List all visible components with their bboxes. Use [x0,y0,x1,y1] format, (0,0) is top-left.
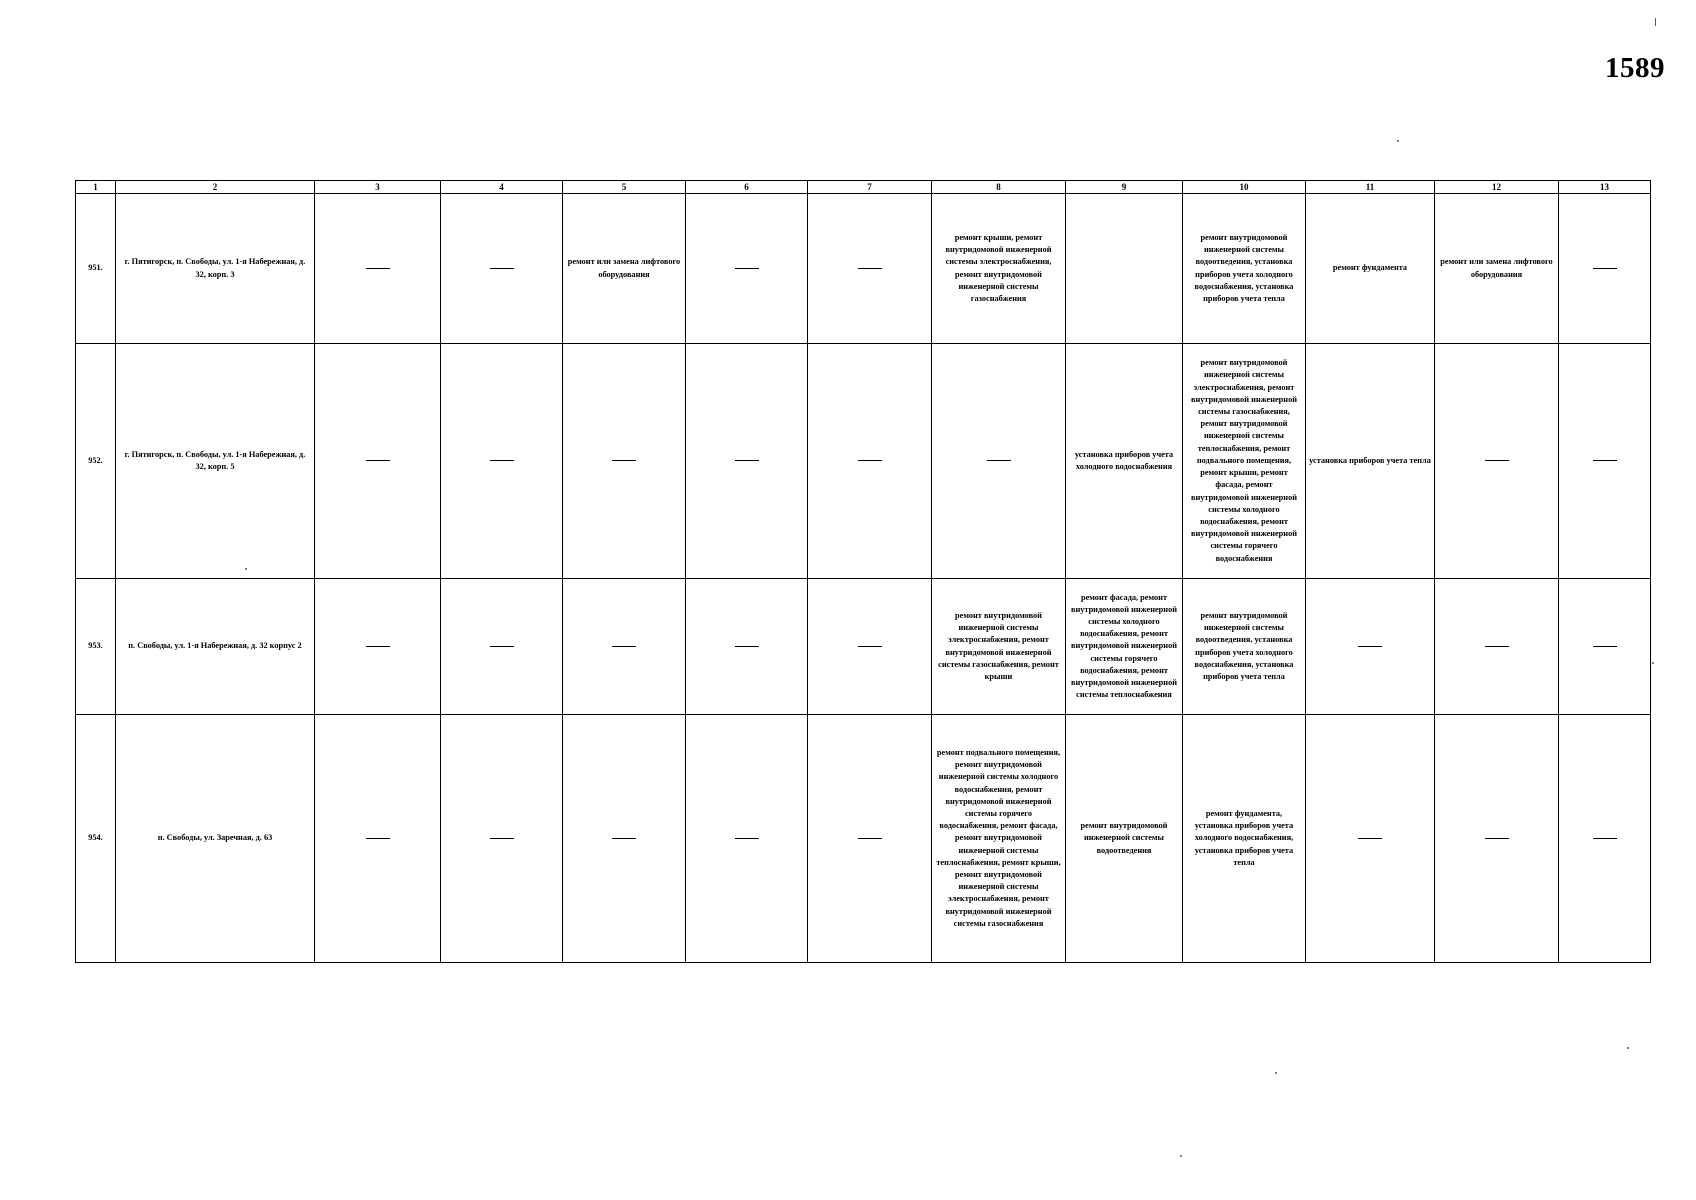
work-cell: ремонт фундамента, установка приборов учета холодного водоснабжения, установка приборов учета тепла [1183,715,1306,963]
dash-mark [858,646,882,647]
work-cell: ремонт внутридомовой инженерной системы водоотведения, установка приборов учета холодного водоснабжения, установка приборов учета тепла [1183,194,1306,344]
scan-speck [245,568,247,570]
empty-cell [808,579,932,715]
work-cell: ремонт или замена лифтового оборудования [1435,194,1559,344]
column-header: 10 [1183,181,1306,194]
work-cell: установка приборов учета холодного водоснабжения [1066,344,1183,579]
work-cell: ремонт подвального помещения, ремонт внутридомовой инженерной системы холодного водоснабжения, ремонт внутридомовой инженерной системы горячего водоснабжения, ремонт фасада, ремонт внутридомовой инженерной системы теплоснабжения, ремонт крыши, ремонт внутридомовой инженерной системы электроснабжения, ремонт внутридомовой инженерной системы газоснабжения [932,715,1066,963]
dash-mark [735,268,759,269]
empty-cell [441,194,563,344]
empty-cell [1559,715,1651,963]
work-cell: ремонт внутридомовой инженерной системы водоотведения, установка приборов учета холодного водоснабжения, установка приборов учета тепла [1183,579,1306,715]
work-cell: ремонт внутридомовой инженерной системы электроснабжения, ремонт внутридомовой инженерной системы газоснабжения, ремонт крыши [932,579,1066,715]
empty-cell [1435,344,1559,579]
empty-cell [932,344,1066,579]
dash-mark [1593,268,1617,269]
empty-cell [1435,715,1559,963]
empty-cell [808,194,932,344]
dash-mark [987,460,1011,461]
column-header: 1 [76,181,116,194]
table-row [76,715,1651,963]
dash-mark [490,268,514,269]
empty-cell [1435,579,1559,715]
empty-cell [441,579,563,715]
row-number: 954. [76,715,116,963]
empty-cell [441,344,563,579]
column-header: 3 [315,181,441,194]
column-header: 12 [1435,181,1559,194]
scan-speck [1180,1155,1182,1157]
empty-cell [563,579,686,715]
dash-mark [735,646,759,647]
dash-mark [612,838,636,839]
blank-cell [1066,194,1183,344]
dash-mark [858,268,882,269]
scan-speck [1652,662,1654,664]
address-cell: г. Пятигорск, п. Свободы, ул. 1-я Набережная, д. 32, корп. 3 [116,194,315,344]
row-number: 951. [76,194,116,344]
empty-cell [808,715,932,963]
dash-mark [1358,646,1382,647]
work-cell: ремонт внутридомовой инженерной системы электроснабжения, ремонт внутридомовой инженерной системы газоснабжения, ремонт внутридомовой инженерной системы теплоснабжения, ремонт подвального помещения, ремонт крыши, ремонт фасада, ремонт внутридомовой инженерной системы холодного водоснабжения, ремонт внутридомовой инженерной системы горячего водоснабжения [1183,344,1306,579]
column-header: 11 [1306,181,1435,194]
scan-speck [1627,1047,1629,1049]
work-cell: ремонт внутридомовой инженерной системы водоотведения [1066,715,1183,963]
dash-mark [1485,838,1509,839]
empty-cell [563,715,686,963]
empty-cell [563,344,686,579]
dash-mark [1593,460,1617,461]
work-cell: ремонт фундамента [1306,194,1435,344]
address-cell: г. Пятигорск, п. Свободы, ул. 1-я Набережная, д. 32, корп. 5 [116,344,315,579]
dash-mark [490,460,514,461]
column-number-row [76,181,1651,194]
empty-cell [1559,344,1651,579]
empty-cell [315,579,441,715]
dash-mark [858,460,882,461]
row-number: 952. [76,344,116,579]
dash-mark [1593,646,1617,647]
column-header: 6 [686,181,808,194]
empty-cell [315,194,441,344]
scan-speck [1655,18,1656,26]
empty-cell [441,715,563,963]
table-row [76,194,1651,344]
dash-mark [1485,646,1509,647]
dash-mark [366,460,390,461]
page-number: 1589 [1605,52,1665,84]
dash-mark [490,838,514,839]
work-cell: ремонт крыши, ремонт внутридомовой инженерной системы электроснабжения, ремонт внутридомовой инженерной системы газоснабжения [932,194,1066,344]
dash-mark [490,646,514,647]
address-cell: п. Свободы, ул. 1-я Набережная, д. 32 корпус 2 [116,579,315,715]
empty-cell [686,715,808,963]
row-number: 953. [76,579,116,715]
column-header: 9 [1066,181,1183,194]
empty-cell [1306,715,1435,963]
empty-cell [1559,194,1651,344]
dash-mark [1358,838,1382,839]
address-cell: п. Свободы, ул. Заречная, д. 63 [116,715,315,963]
empty-cell [315,715,441,963]
dash-mark [1593,838,1617,839]
empty-cell [315,344,441,579]
column-header: 5 [563,181,686,194]
column-header: 7 [808,181,932,194]
dash-mark [735,838,759,839]
table-row [76,344,1651,579]
column-header: 13 [1559,181,1651,194]
work-cell: установка приборов учета тепла [1306,344,1435,579]
empty-cell [1306,579,1435,715]
empty-cell [808,344,932,579]
column-header: 8 [932,181,1066,194]
dash-mark [858,838,882,839]
empty-cell [1559,579,1651,715]
dash-mark [612,460,636,461]
empty-cell [686,579,808,715]
scan-speck [1397,140,1399,142]
dash-mark [366,838,390,839]
empty-cell [686,344,808,579]
scan-speck [1275,1072,1277,1074]
dash-mark [366,646,390,647]
table-row [76,579,1651,715]
work-cell: ремонт или замена лифтового оборудования [563,194,686,344]
dash-mark [1485,460,1509,461]
dash-mark [366,268,390,269]
work-cell: ремонт фасада, ремонт внутридомовой инженерной системы холодного водоснабжения, ремонт внутридомовой инженерной системы горячего водоснабжения, ремонт внутридомовой инженерной системы теплоснабжения [1066,579,1183,715]
dash-mark [612,646,636,647]
repair-schedule-table [75,180,1651,963]
column-header: 4 [441,181,563,194]
empty-cell [686,194,808,344]
column-header: 2 [116,181,315,194]
dash-mark [735,460,759,461]
